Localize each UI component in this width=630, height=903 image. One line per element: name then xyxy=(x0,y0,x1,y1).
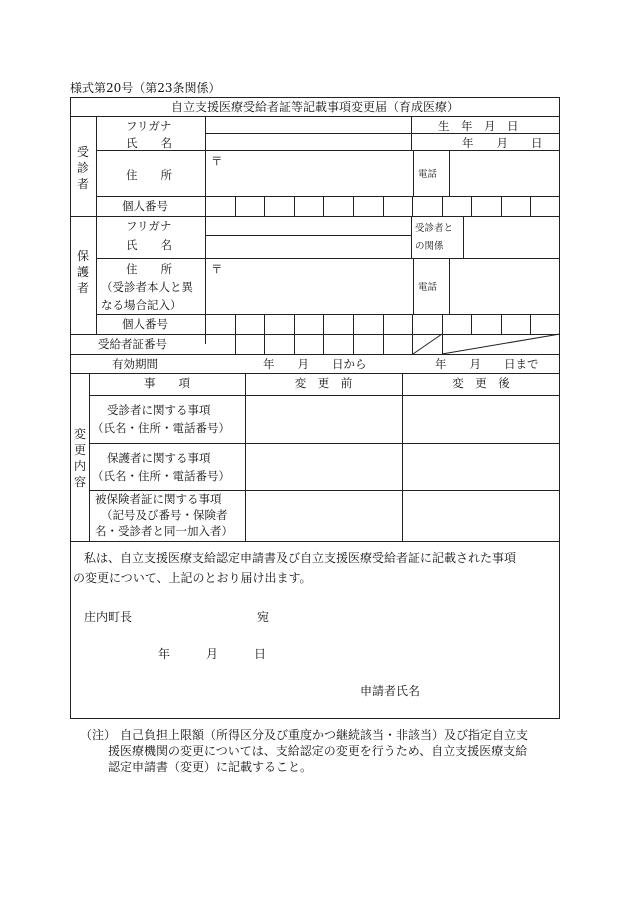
changes-row1-line1: 受診者に関する事項 xyxy=(107,403,211,417)
note-line-1: 自己負担上限額（所得区分及び重度かつ継続該当・非該当）及び指定自立支 xyxy=(120,728,529,742)
guardian-relation-label-1: 受診者と xyxy=(415,223,454,234)
declaration-line-1: 私は、自立支援医療支給認定申請書及び自立支援医療受給者証に記載された事項 xyxy=(84,551,517,565)
guardian-address-note-1: （受診者本人と異 xyxy=(101,280,193,294)
guardian-relation-label-2: の関係 xyxy=(415,241,444,252)
changes-row3-line3: 名・受診者と同一加入者） xyxy=(95,524,233,538)
form-title: 自立支援医療受給者証等記載事項変更届（育成医療） xyxy=(170,100,459,114)
addressee: 庄内町長 xyxy=(84,610,133,624)
certificate-number-label: 受給者証番号 xyxy=(98,337,167,351)
guardian-address-note-2: なる場合記入） xyxy=(101,298,182,312)
changes-row2-line2: （氏名・住所・電話番号） xyxy=(92,469,230,483)
patient-address-label: 住 所 xyxy=(126,168,172,182)
note-line-2: 援医療機関の変更については、支給認定の変更を行うため、自立支援医療支給 xyxy=(108,744,528,758)
validity-to: 年 月 日まで xyxy=(435,357,539,371)
changes-header-before: 変 更 前 xyxy=(294,376,353,390)
guardian-individual-number-label: 個人番号 xyxy=(122,317,168,331)
patient-individual-number-label: 個人番号 xyxy=(122,199,168,213)
applicant-name-label: 申請者氏名 xyxy=(360,684,421,698)
changes-section-label: 変更内容 xyxy=(73,427,86,489)
guardian-name-label: 氏 名 xyxy=(126,238,172,252)
validity-label: 有効期間 xyxy=(112,357,158,371)
guardian-address-label: 住 所 xyxy=(126,262,172,276)
changes-row2-line1: 保護者に関する事項 xyxy=(107,451,211,465)
changes-header-item: 事 項 xyxy=(144,376,190,390)
note-line-3: 認定申請書（変更）に記載すること。 xyxy=(108,760,313,774)
addressee-suffix: 宛 xyxy=(257,610,270,624)
form-number: 様式第20号（第23条関係） xyxy=(70,81,221,95)
patient-birth-label: 生 年 月 日 xyxy=(438,119,519,133)
guardian-phone-label: 電話 xyxy=(418,282,438,293)
patient-name-label: 氏 名 xyxy=(126,136,172,150)
declaration-line-2: の変更について、上記のとおり届け出ます。 xyxy=(73,571,312,585)
patient-section-label: 受診者 xyxy=(76,145,89,191)
patient-furigana-label: フリガナ xyxy=(126,119,172,133)
changes-row3-line2: （記号及び番号・保険者 xyxy=(101,508,228,522)
changes-row1-line2: （氏名・住所・電話番号） xyxy=(92,421,230,435)
patient-phone-label: 電話 xyxy=(418,169,438,180)
changes-header-after: 変 更 後 xyxy=(452,376,510,390)
patient-postal-mark: 〒 xyxy=(211,154,223,168)
guardian-section-label: 保護者 xyxy=(76,249,89,295)
changes-row3-line1: 被保険者証に関する事項 xyxy=(95,492,222,506)
declaration-date: 年 月 日 xyxy=(158,647,267,661)
note-label: （注） xyxy=(80,728,117,742)
validity-from: 年 月 日から xyxy=(263,357,367,371)
patient-birth-date: 年 月 日 xyxy=(462,136,543,150)
guardian-furigana-label: フリガナ xyxy=(126,219,172,233)
guardian-postal-mark: 〒 xyxy=(211,262,223,276)
